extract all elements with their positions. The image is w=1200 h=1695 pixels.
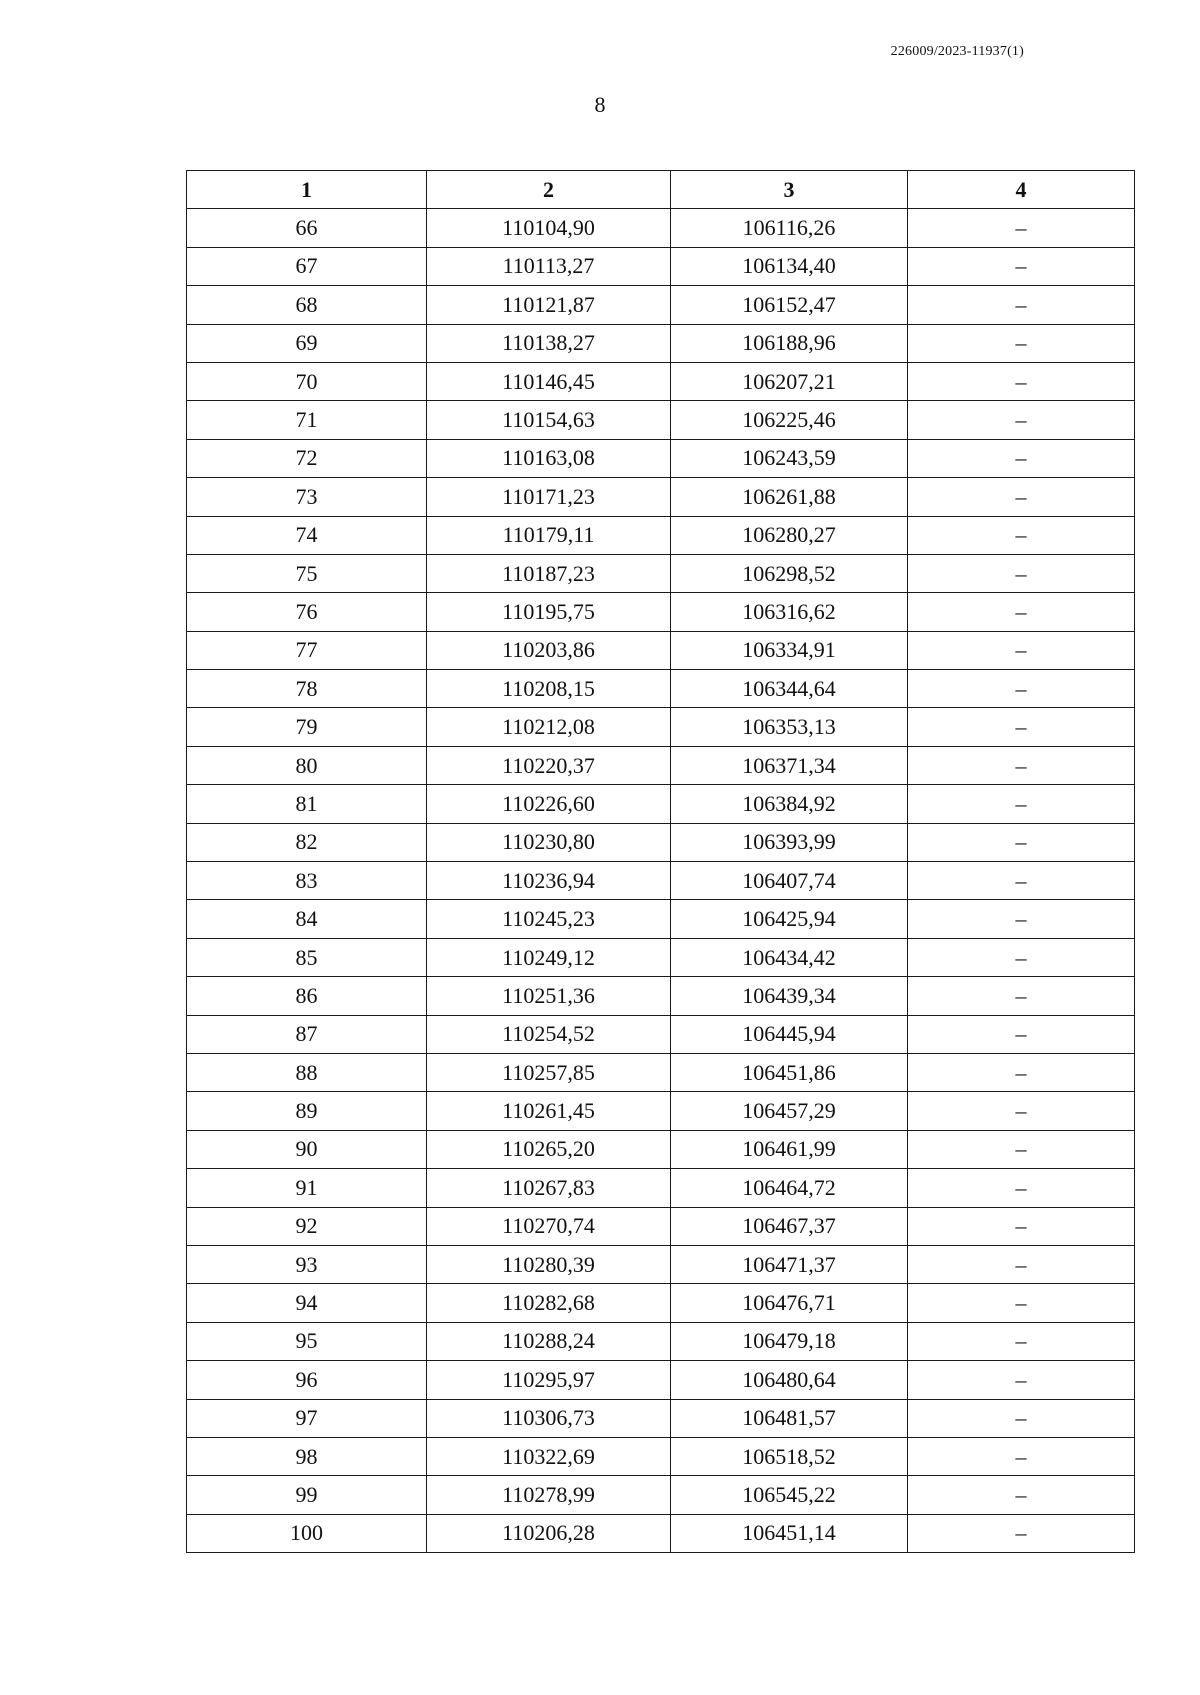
table-row [187,554,1135,592]
x-coordinate-cell: 110257,85 [427,1053,671,1091]
x-coordinate-cell: 110322,69 [427,1437,671,1475]
note-cell: – [908,439,1135,477]
x-coordinate-cell: 110267,83 [427,1169,671,1207]
point-number-cell: 86 [187,977,427,1015]
table-row [187,1437,1135,1475]
y-coordinate-cell: 106445,94 [671,1015,908,1053]
note-cell: – [908,977,1135,1015]
point-number-cell: 67 [187,247,427,285]
note-cell: – [908,554,1135,592]
y-coordinate-cell: 106480,64 [671,1361,908,1399]
table-row [187,1361,1135,1399]
table-row [187,1053,1135,1091]
table-row [187,746,1135,784]
point-number-cell: 87 [187,1015,427,1053]
table-row [187,401,1135,439]
x-coordinate-cell: 110278,99 [427,1476,671,1514]
note-cell: – [908,1322,1135,1360]
point-number-cell: 94 [187,1284,427,1322]
point-number-cell: 92 [187,1207,427,1245]
x-coordinate-cell: 110187,23 [427,554,671,592]
x-coordinate-cell: 110203,86 [427,631,671,669]
point-number-cell: 72 [187,439,427,477]
table-row [187,209,1135,247]
x-coordinate-cell: 110154,63 [427,401,671,439]
point-number-cell: 84 [187,900,427,938]
column-header-1: 1 [187,171,427,209]
table-row [187,977,1135,1015]
x-coordinate-cell: 110146,45 [427,362,671,400]
x-coordinate-cell: 110220,37 [427,746,671,784]
table-row [187,670,1135,708]
table-row [187,823,1135,861]
x-coordinate-cell: 110265,20 [427,1130,671,1168]
coordinates-table [186,170,1135,1553]
y-coordinate-cell: 106261,88 [671,478,908,516]
point-number-cell: 95 [187,1322,427,1360]
table-body [187,209,1135,1553]
y-coordinate-cell: 106464,72 [671,1169,908,1207]
table-row [187,631,1135,669]
point-number-cell: 70 [187,362,427,400]
x-coordinate-cell: 110249,12 [427,938,671,976]
x-coordinate-cell: 110208,15 [427,670,671,708]
point-number-cell: 96 [187,1361,427,1399]
x-coordinate-cell: 110251,36 [427,977,671,1015]
note-cell: – [908,708,1135,746]
note-cell: – [908,247,1135,285]
table-row [187,1130,1135,1168]
table-row [187,593,1135,631]
x-coordinate-cell: 110226,60 [427,785,671,823]
point-number-cell: 77 [187,631,427,669]
note-cell: – [908,1169,1135,1207]
point-number-cell: 79 [187,708,427,746]
y-coordinate-cell: 106451,14 [671,1514,908,1552]
note-cell: – [908,1053,1135,1091]
x-coordinate-cell: 110306,73 [427,1399,671,1437]
note-cell: – [908,746,1135,784]
table-row [187,938,1135,976]
y-coordinate-cell: 106461,99 [671,1130,908,1168]
x-coordinate-cell: 110254,52 [427,1015,671,1053]
table-row [187,1284,1135,1322]
table-row [187,1399,1135,1437]
x-coordinate-cell: 110245,23 [427,900,671,938]
point-number-cell: 99 [187,1476,427,1514]
y-coordinate-cell: 106280,27 [671,516,908,554]
table-row [187,1322,1135,1360]
point-number-cell: 78 [187,670,427,708]
y-coordinate-cell: 106353,13 [671,708,908,746]
table-row [187,1476,1135,1514]
note-cell: – [908,1476,1135,1514]
table-row [187,1015,1135,1053]
note-cell: – [908,593,1135,631]
table-row [187,900,1135,938]
y-coordinate-cell: 106334,91 [671,631,908,669]
note-cell: – [908,1284,1135,1322]
x-coordinate-cell: 110261,45 [427,1092,671,1130]
x-coordinate-cell: 110163,08 [427,439,671,477]
note-cell: – [908,631,1135,669]
note-cell: – [908,1015,1135,1053]
point-number-cell: 74 [187,516,427,554]
y-coordinate-cell: 106451,86 [671,1053,908,1091]
table-row [187,286,1135,324]
x-coordinate-cell: 110280,39 [427,1245,671,1283]
table-row [187,785,1135,823]
note-cell: – [908,938,1135,976]
y-coordinate-cell: 106518,52 [671,1437,908,1475]
column-header-4: 4 [908,171,1135,209]
note-cell: – [908,1130,1135,1168]
x-coordinate-cell: 110104,90 [427,209,671,247]
x-coordinate-cell: 110171,23 [427,478,671,516]
table-row [187,1092,1135,1130]
y-coordinate-cell: 106476,71 [671,1284,908,1322]
note-cell: – [908,209,1135,247]
y-coordinate-cell: 106371,34 [671,746,908,784]
y-coordinate-cell: 106344,64 [671,670,908,708]
y-coordinate-cell: 106393,99 [671,823,908,861]
y-coordinate-cell: 106545,22 [671,1476,908,1514]
column-header-2: 2 [427,171,671,209]
x-coordinate-cell: 110179,11 [427,516,671,554]
point-number-cell: 66 [187,209,427,247]
y-coordinate-cell: 106298,52 [671,554,908,592]
point-number-cell: 91 [187,1169,427,1207]
y-coordinate-cell: 106439,34 [671,977,908,1015]
x-coordinate-cell: 110288,24 [427,1322,671,1360]
table-row [187,324,1135,362]
y-coordinate-cell: 106425,94 [671,900,908,938]
y-coordinate-cell: 106116,26 [671,209,908,247]
note-cell: – [908,1207,1135,1245]
x-coordinate-cell: 110236,94 [427,862,671,900]
y-coordinate-cell: 106152,47 [671,286,908,324]
note-cell: – [908,900,1135,938]
x-coordinate-cell: 110195,75 [427,593,671,631]
note-cell: – [908,1514,1135,1552]
note-cell: – [908,478,1135,516]
y-coordinate-cell: 106207,21 [671,362,908,400]
point-number-cell: 100 [187,1514,427,1552]
note-cell: – [908,785,1135,823]
x-coordinate-cell: 110121,87 [427,286,671,324]
point-number-cell: 71 [187,401,427,439]
table-row [187,362,1135,400]
x-coordinate-cell: 110113,27 [427,247,671,285]
point-number-cell: 76 [187,593,427,631]
table-row [187,516,1135,554]
point-number-cell: 85 [187,938,427,976]
table-row [187,1207,1135,1245]
x-coordinate-cell: 110138,27 [427,324,671,362]
x-coordinate-cell: 110295,97 [427,1361,671,1399]
point-number-cell: 98 [187,1437,427,1475]
note-cell: – [908,401,1135,439]
note-cell: – [908,1399,1135,1437]
note-cell: – [908,823,1135,861]
point-number-cell: 88 [187,1053,427,1091]
point-number-cell: 68 [187,286,427,324]
x-coordinate-cell: 110206,28 [427,1514,671,1552]
point-number-cell: 69 [187,324,427,362]
point-number-cell: 81 [187,785,427,823]
y-coordinate-cell: 106188,96 [671,324,908,362]
y-coordinate-cell: 106407,74 [671,862,908,900]
note-cell: – [908,362,1135,400]
table-row [187,1245,1135,1283]
y-coordinate-cell: 106316,62 [671,593,908,631]
y-coordinate-cell: 106471,37 [671,1245,908,1283]
x-coordinate-cell: 110270,74 [427,1207,671,1245]
page-number: 8 [594,92,606,117]
table-row [187,439,1135,477]
note-cell: – [908,286,1135,324]
table-row [187,862,1135,900]
point-number-cell: 80 [187,746,427,784]
note-cell: – [908,516,1135,554]
y-coordinate-cell: 106457,29 [671,1092,908,1130]
y-coordinate-cell: 106467,37 [671,1207,908,1245]
table-row [187,247,1135,285]
point-number-cell: 97 [187,1399,427,1437]
point-number-cell: 90 [187,1130,427,1168]
y-coordinate-cell: 106434,42 [671,938,908,976]
table-row [187,1514,1135,1552]
document-id: 226009/2023-11937(1) [890,44,1024,59]
y-coordinate-cell: 106479,18 [671,1322,908,1360]
note-cell: – [908,1437,1135,1475]
y-coordinate-cell: 106243,59 [671,439,908,477]
note-cell: – [908,1245,1135,1283]
note-cell: – [908,1092,1135,1130]
point-number-cell: 89 [187,1092,427,1130]
y-coordinate-cell: 106384,92 [671,785,908,823]
y-coordinate-cell: 106481,57 [671,1399,908,1437]
x-coordinate-cell: 110212,08 [427,708,671,746]
y-coordinate-cell: 106134,40 [671,247,908,285]
note-cell: – [908,324,1135,362]
point-number-cell: 82 [187,823,427,861]
x-coordinate-cell: 110282,68 [427,1284,671,1322]
column-header-3: 3 [671,171,908,209]
note-cell: – [908,862,1135,900]
table-row [187,1169,1135,1207]
note-cell: – [908,670,1135,708]
point-number-cell: 75 [187,554,427,592]
point-number-cell: 83 [187,862,427,900]
table-row [187,478,1135,516]
point-number-cell: 93 [187,1245,427,1283]
table-header-row [187,171,1135,209]
point-number-cell: 73 [187,478,427,516]
y-coordinate-cell: 106225,46 [671,401,908,439]
note-cell: – [908,1361,1135,1399]
x-coordinate-cell: 110230,80 [427,823,671,861]
table-row [187,708,1135,746]
